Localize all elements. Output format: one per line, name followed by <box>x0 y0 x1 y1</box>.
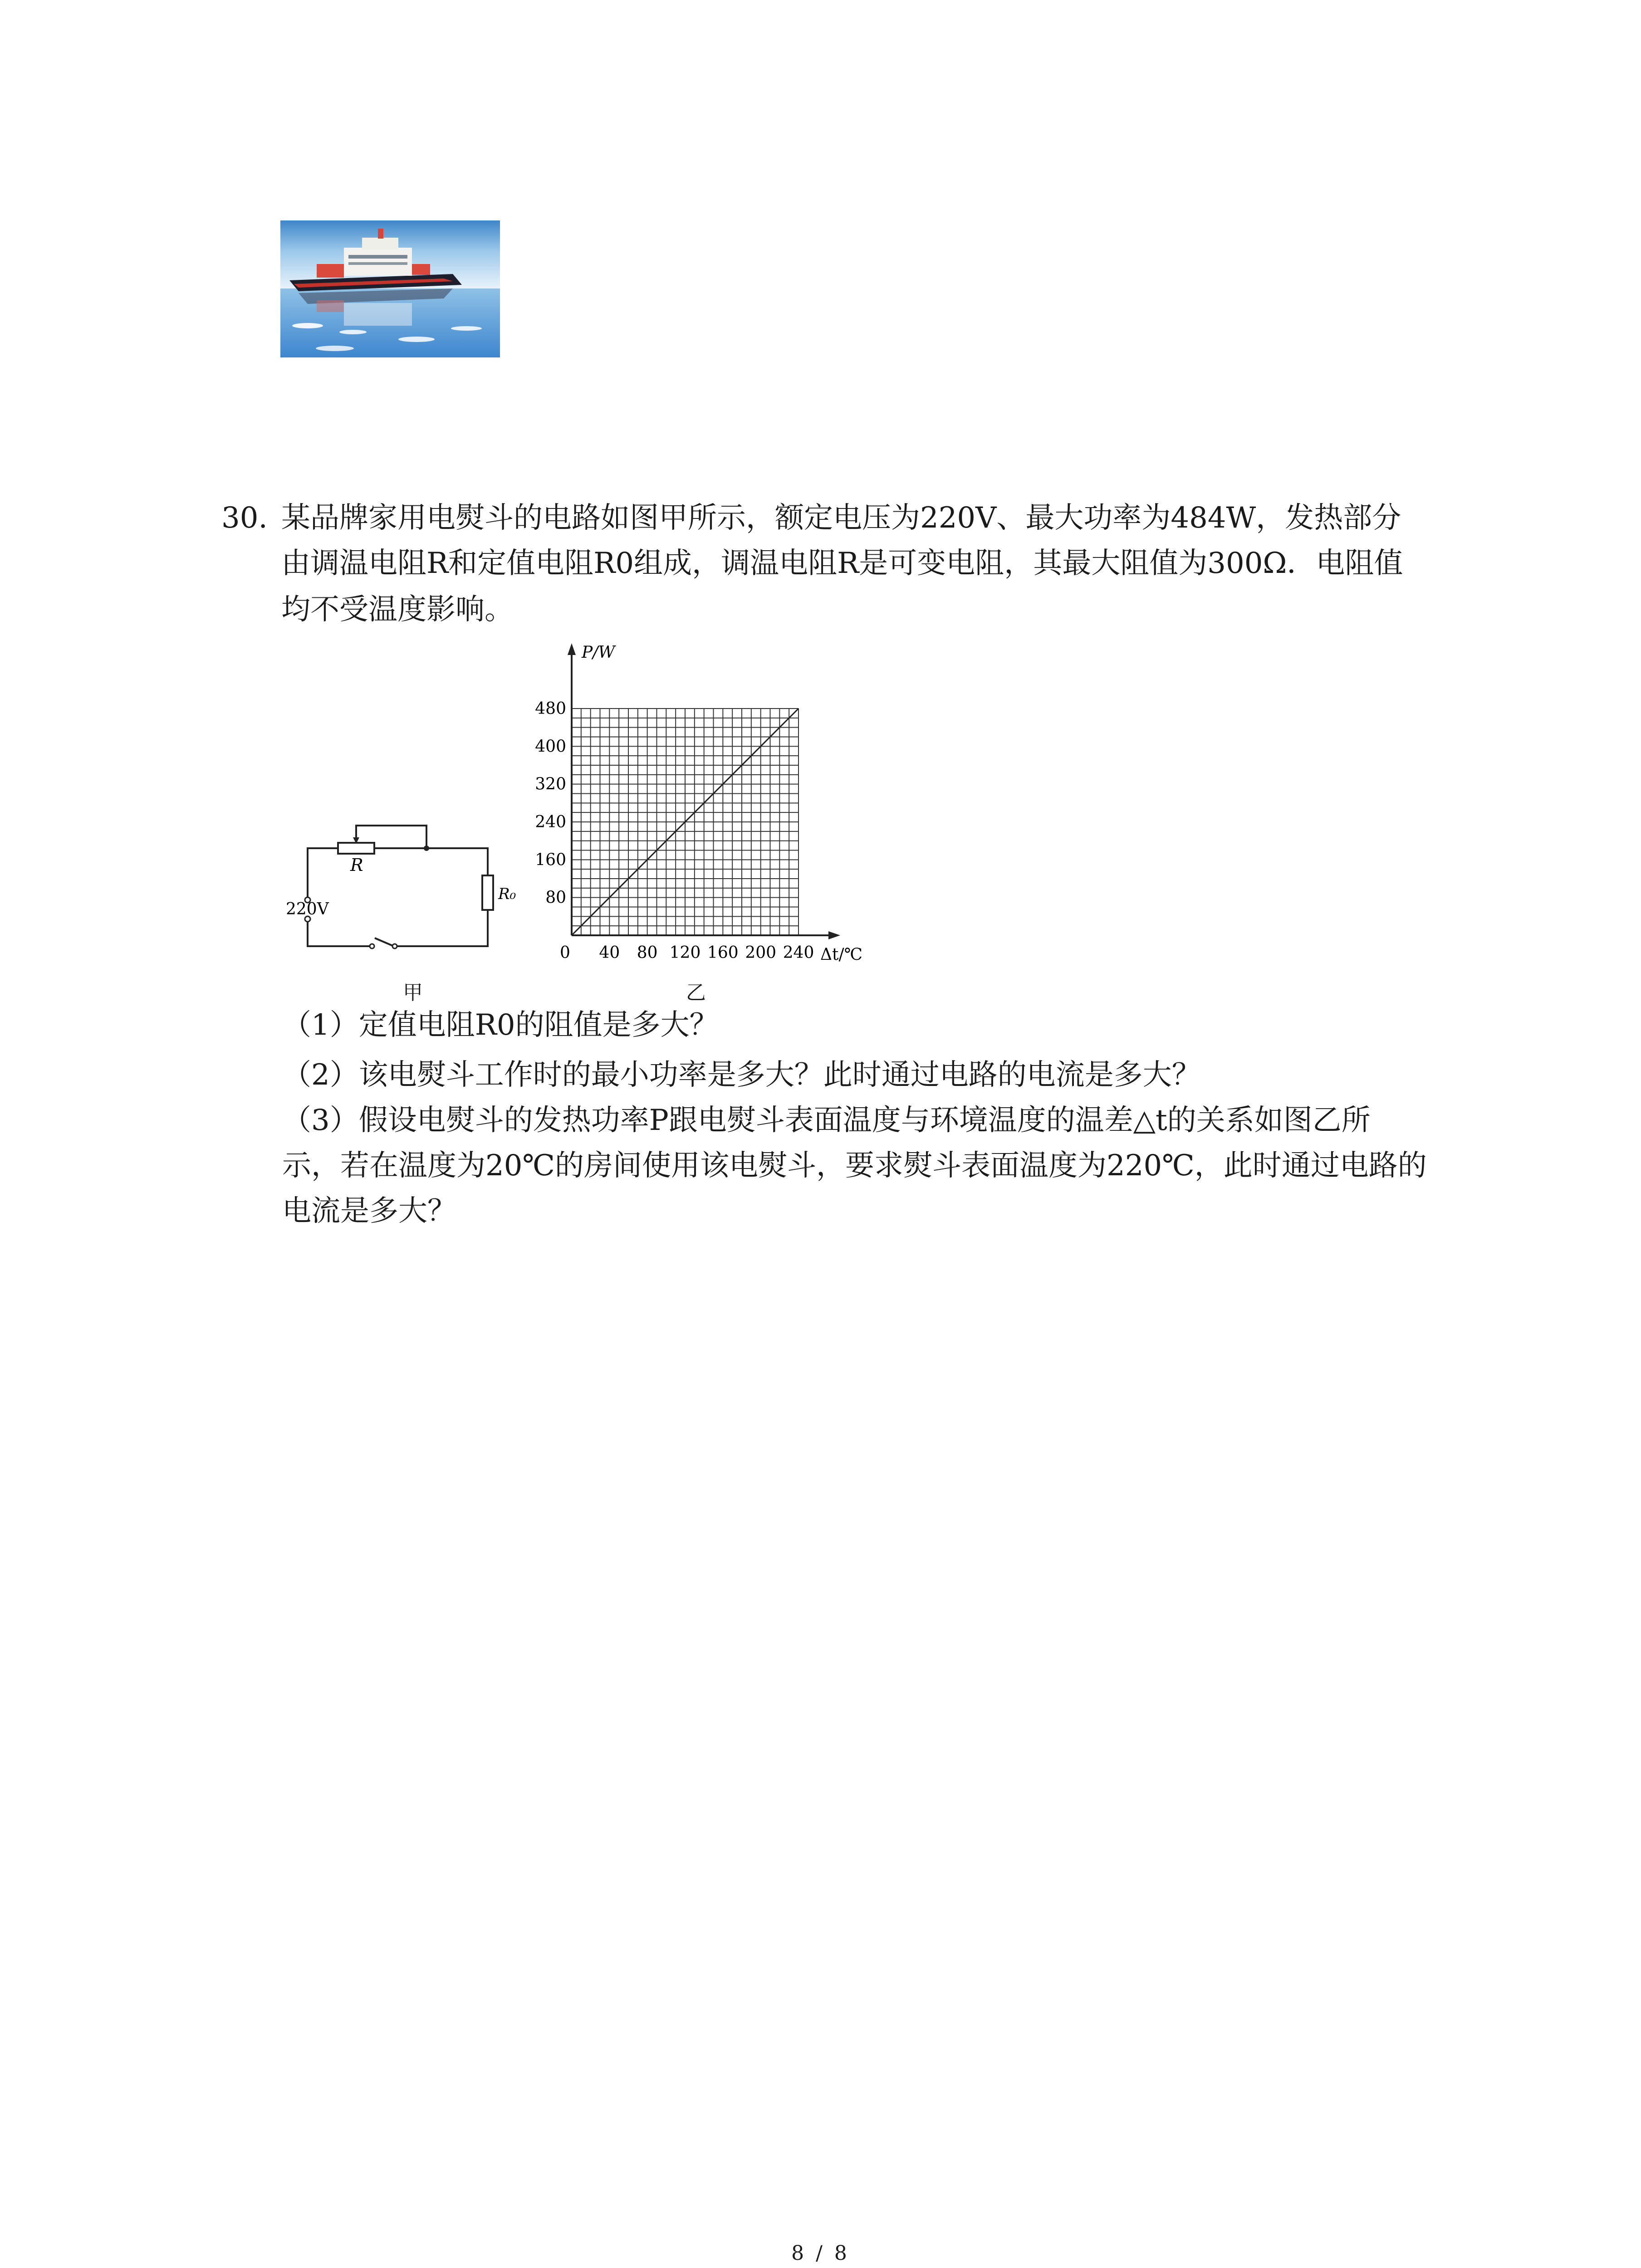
x-axis-label: Δt/℃ <box>820 945 862 964</box>
subquestion-3-line-1: （3）假设电熨斗的发热功率P跟电熨斗表面温度与环境温度的温差△t的关系如图乙所 <box>282 1104 1371 1137</box>
chart-caption: 乙 <box>686 981 706 1004</box>
circuit-caption: 甲 <box>403 981 423 1004</box>
origin-label: 0 <box>560 943 570 962</box>
page-number: 8 / 8 <box>791 2242 850 2265</box>
y-tick-label: 320 <box>535 775 566 794</box>
fixed-resistor-label: R₀ <box>498 885 516 903</box>
x-axis-arrow <box>828 931 840 939</box>
y-axis-label: P/W <box>582 643 615 662</box>
question-line-1: 某品牌家用电熨斗的电路如图甲所示，额定电压为220V、最大功率为484W，发热部分 <box>281 501 1401 535</box>
rheostat-r <box>338 843 374 854</box>
power-temperature-chart <box>508 635 889 971</box>
y-tick-label: 240 <box>535 813 566 831</box>
voltage-label: 220V <box>286 900 329 919</box>
x-tick-label: 120 <box>669 943 701 962</box>
subquestion-2: （2）该电熨斗工作时的最小功率是多大？此时通过电路的电流是多大？ <box>282 1058 1201 1092</box>
rheostat-label: R <box>350 855 363 875</box>
x-tick-label: 40 <box>599 943 620 962</box>
y-tick-label: 160 <box>535 850 566 870</box>
y-tick-label: 400 <box>535 737 566 756</box>
y-axis-arrow <box>568 643 576 655</box>
subquestion-3-line-2: 示，若在温度为20℃的房间使用该电熨斗，要求熨斗表面温度为220℃，此时通过电路的 <box>282 1149 1427 1183</box>
question-number: 30. <box>221 501 268 535</box>
ship-photo <box>280 220 500 357</box>
x-tick-label: 160 <box>707 943 739 962</box>
x-tick-label: 80 <box>637 943 658 962</box>
y-tick-label: 80 <box>545 888 566 907</box>
question-line-3: 均不受温度影响。 <box>281 593 514 626</box>
x-tick-label: 240 <box>783 943 814 962</box>
fixed-resistor-r0 <box>482 875 493 910</box>
x-tick-label: 200 <box>745 943 777 962</box>
circuit-diagram <box>272 807 526 962</box>
question-line-2: 由调温电阻R和定值电阻R0组成，调温电阻R是可变电阻，其最大阻值为300Ω．电阻值 <box>281 547 1403 580</box>
subquestion-1: （1）定值电阻R0的阻值是多大？ <box>282 1008 719 1042</box>
subquestion-3-line-3: 电流是多大？ <box>282 1194 456 1228</box>
y-tick-label: 480 <box>535 699 566 718</box>
